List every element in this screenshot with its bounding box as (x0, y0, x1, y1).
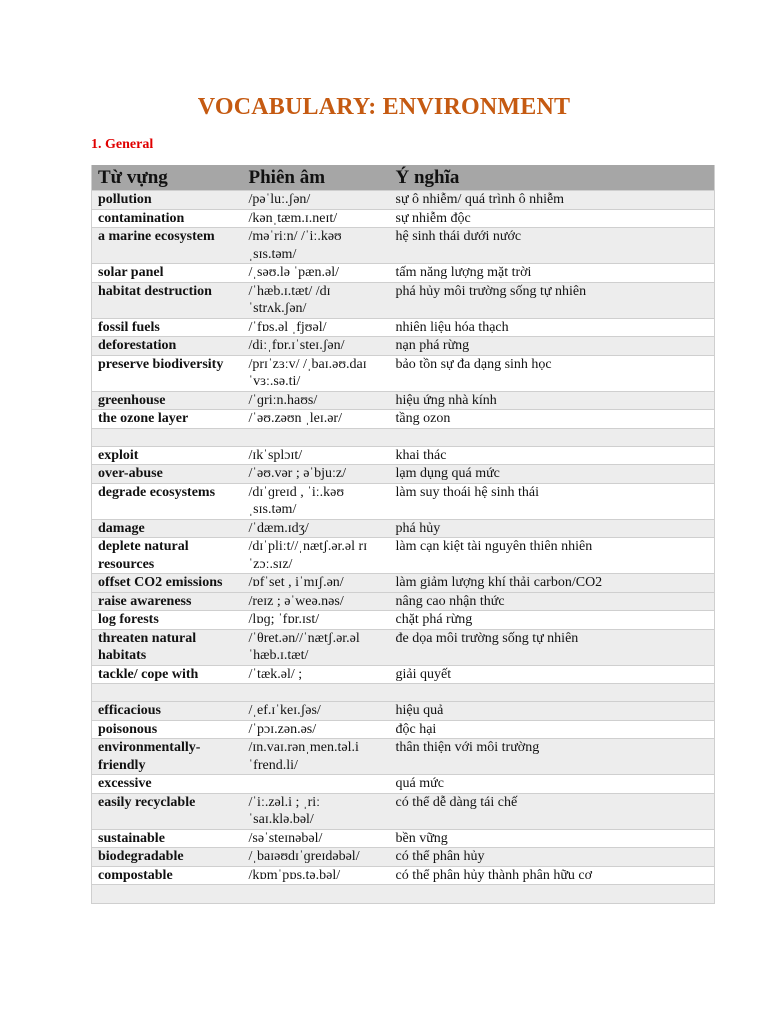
pronunciation-cell: /ˈəʊ.vər ; əˈbjuːz/ (243, 465, 390, 484)
table-header-row (92, 165, 715, 191)
table-row (92, 282, 715, 318)
table-row (92, 483, 715, 519)
table-row (92, 611, 715, 630)
section-heading: 1. General (91, 137, 154, 152)
table-row (92, 885, 715, 904)
pronunciation-cell: /kɒmˈpɒs.tə.bəl/ (243, 866, 390, 885)
meaning-cell: bền vững (390, 829, 715, 848)
meaning-cell: khai thác (390, 446, 715, 465)
meaning-cell: chặt phá rừng (390, 611, 715, 630)
word-cell: raise awareness (92, 592, 243, 611)
word-cell: easily recyclable (92, 793, 243, 829)
table-row (92, 665, 715, 684)
pronunciation-cell: /diːˌfɒr.ɪˈsteɪ.ʃən/ (243, 337, 390, 356)
pronunciation-cell: /prɪˈzɜːv/ /ˌbaɪ.əʊ.daɪ ˈvɜː.sə.ti/ (243, 355, 390, 391)
page-title: VOCABULARY: ENVIRONMENT (197, 94, 571, 120)
pronunciation-cell: /ˈθret.ən//ˈnætʃ.ər.əl ˈhæb.ɪ.tæt/ (243, 629, 390, 665)
word-cell: offset CO2 emissions (92, 574, 243, 593)
meaning-cell: sự ô nhiễm/ quá trình ô nhiễm (390, 191, 715, 210)
vocabulary-table (91, 165, 715, 904)
word-cell: over-abuse (92, 465, 243, 484)
word-cell: compostable (92, 866, 243, 885)
pronunciation-cell: /kənˌtæm.ɪ.neɪt/ (243, 209, 390, 228)
table-row (92, 264, 715, 283)
word-cell: preserve biodiversity (92, 355, 243, 391)
word-cell: exploit (92, 446, 243, 465)
meaning-cell: hệ sinh thái dưới nước (390, 228, 715, 264)
table-row (92, 355, 715, 391)
table-row (92, 739, 715, 775)
word-cell: contamination (92, 209, 243, 228)
pronunciation-cell (243, 684, 390, 702)
word-cell: sustainable (92, 829, 243, 848)
pronunciation-cell: /reɪz ; əˈweə.nəs/ (243, 592, 390, 611)
meaning-cell: hiệu quả (390, 702, 715, 721)
meaning-cell: tầng ozon (390, 410, 715, 429)
word-cell: solar panel (92, 264, 243, 283)
word-cell: deplete natural resources (92, 538, 243, 574)
pronunciation-cell (243, 885, 390, 904)
table-row (92, 629, 715, 665)
table-row (92, 446, 715, 465)
table-row (92, 866, 715, 885)
pronunciation-cell: /ɪn.vaɪ.rənˌmen.təl.i ˈfrend.li/ (243, 739, 390, 775)
table-row (92, 228, 715, 264)
word-cell: the ozone layer (92, 410, 243, 429)
table-row (92, 428, 715, 446)
meaning-cell: giải quyết (390, 665, 715, 684)
word-cell: deforestation (92, 337, 243, 356)
table-body (92, 191, 715, 904)
pronunciation-cell (243, 775, 390, 794)
pronunciation-cell: /dɪˈpliːt//ˌnætʃ.ər.əl rɪ ˈzɔː.sɪz/ (243, 538, 390, 574)
table-row (92, 793, 715, 829)
table-row (92, 538, 715, 574)
pronunciation-cell: /ˈɡriːn.haʊs/ (243, 391, 390, 410)
meaning-cell: quá mức (390, 775, 715, 794)
table-row (92, 829, 715, 848)
pronunciation-cell: /lɒɡ; ˈfɒr.ɪst/ (243, 611, 390, 630)
pronunciation-cell: /səˈsteɪnəbəl/ (243, 829, 390, 848)
table-row (92, 775, 715, 794)
meaning-cell: đe dọa môi trường sống tự nhiên (390, 629, 715, 665)
pronunciation-cell: /ˌsəʊ.lə ˈpæn.əl/ (243, 264, 390, 283)
table-row (92, 465, 715, 484)
table-row (92, 848, 715, 867)
word-cell: threaten natural habitats (92, 629, 243, 665)
meaning-cell: tấm năng lượng mặt trời (390, 264, 715, 283)
table-row (92, 410, 715, 429)
word-cell: poisonous (92, 720, 243, 739)
pronunciation-cell: /ˈpɔɪ.zən.əs/ (243, 720, 390, 739)
pronunciation-cell: /ˈtæk.əl/ ; (243, 665, 390, 684)
pronunciation-cell: /ˈdæm.ɪdʒ/ (243, 519, 390, 538)
word-cell (92, 684, 243, 702)
meaning-cell: phá hủy môi trường sống tự nhiên (390, 282, 715, 318)
pronunciation-cell: /ɒfˈset , iˈmɪʃ.ən/ (243, 574, 390, 593)
meaning-cell: lạm dụng quá mức (390, 465, 715, 484)
pronunciation-cell: /ˈiː.zəl.i ; ˌriː ˈsaɪ.klə.bəl/ (243, 793, 390, 829)
table-row (92, 391, 715, 410)
column-header-pronunciation: Phiên âm (243, 165, 390, 191)
word-cell: tackle/ cope with (92, 665, 243, 684)
table-row (92, 191, 715, 210)
meaning-cell: bảo tồn sự đa dạng sinh học (390, 355, 715, 391)
pronunciation-cell: /ɪkˈsplɔɪt/ (243, 446, 390, 465)
pronunciation-cell: /ˌef.ɪˈkeɪ.ʃəs/ (243, 702, 390, 721)
meaning-cell: nạn phá rừng (390, 337, 715, 356)
table-row (92, 574, 715, 593)
word-cell: habitat destruction (92, 282, 243, 318)
word-cell: environmentally-friendly (92, 739, 243, 775)
pronunciation-cell: /ˈəʊ.zəʊn ˌleɪ.ər/ (243, 410, 390, 429)
meaning-cell: làm suy thoái hệ sinh thái (390, 483, 715, 519)
meaning-cell: sự nhiễm độc (390, 209, 715, 228)
pronunciation-cell: /dɪˈɡreɪd , ˈiː.kəʊ ˌsɪs.təm/ (243, 483, 390, 519)
word-cell: fossil fuels (92, 318, 243, 337)
meaning-cell: làm cạn kiệt tài nguyên thiên nhiên (390, 538, 715, 574)
meaning-cell: nâng cao nhận thức (390, 592, 715, 611)
word-cell: a marine ecosystem (92, 228, 243, 264)
meaning-cell: có thể phân hủy (390, 848, 715, 867)
meaning-cell: có thể phân hủy thành phân hữu cơ (390, 866, 715, 885)
meaning-cell: có thể dễ dàng tái chế (390, 793, 715, 829)
word-cell: damage (92, 519, 243, 538)
table-row (92, 592, 715, 611)
meaning-cell: hiệu ứng nhà kính (390, 391, 715, 410)
pronunciation-cell: /ˈhæb.ɪ.tæt/ /dɪ ˈstrʌk.ʃən/ (243, 282, 390, 318)
table-row (92, 702, 715, 721)
word-cell: greenhouse (92, 391, 243, 410)
table-row (92, 684, 715, 702)
word-cell: log forests (92, 611, 243, 630)
word-cell (92, 885, 243, 904)
word-cell (92, 428, 243, 446)
pronunciation-cell: /ˌbaɪəʊdɪˈɡreɪdəbəl/ (243, 848, 390, 867)
meaning-cell (390, 885, 715, 904)
meaning-cell: độc hại (390, 720, 715, 739)
meaning-cell: phá hủy (390, 519, 715, 538)
table-row (92, 209, 715, 228)
meaning-cell (390, 684, 715, 702)
table-row (92, 337, 715, 356)
word-cell: degrade ecosystems (92, 483, 243, 519)
column-header-word: Từ vựng (92, 165, 243, 191)
pronunciation-cell: /pəˈluː.ʃən/ (243, 191, 390, 210)
table-row (92, 519, 715, 538)
pronunciation-cell: /ˈfɒs.əl ˌfjʊəl/ (243, 318, 390, 337)
meaning-cell (390, 428, 715, 446)
table-row (92, 318, 715, 337)
word-cell: biodegradable (92, 848, 243, 867)
pronunciation-cell: /məˈriːn/ /ˈiː.kəʊ ˌsɪs.təm/ (243, 228, 390, 264)
table-row (92, 720, 715, 739)
meaning-cell: thân thiện với môi trường (390, 739, 715, 775)
column-header-meaning: Ý nghĩa (390, 165, 715, 191)
word-cell: pollution (92, 191, 243, 210)
pronunciation-cell (243, 428, 390, 446)
word-cell: efficacious (92, 702, 243, 721)
word-cell: excessive (92, 775, 243, 794)
meaning-cell: làm giảm lượng khí thải carbon/CO2 (390, 574, 715, 593)
meaning-cell: nhiên liệu hóa thạch (390, 318, 715, 337)
